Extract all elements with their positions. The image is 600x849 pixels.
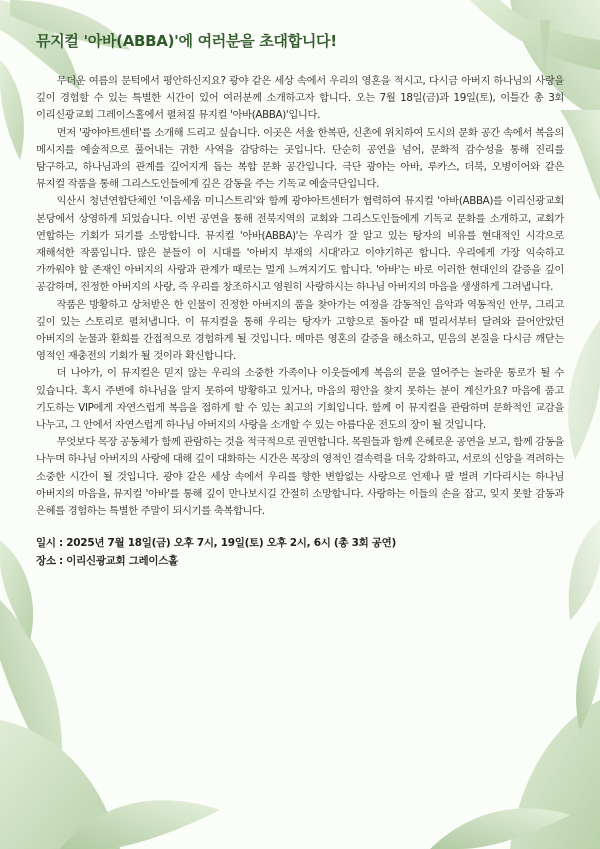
event-venue: 장소 : 이리신광교회 그레이스홀 [36, 555, 178, 568]
paragraph-5: 더 나아가, 이 뮤지컬은 믿지 않는 우리의 소중한 가족이나 이웃들에게 복음의 문을 열어주는 놀라운 통로가 될 수 있습니다. 혹시 주변에 하나님을 알지 못하여 방황하고 있거나, 마음의 평안을 찾지 못하는 분이 계신가요? 마음에 품고 기도하는 VIP에게 자연스럽게 복음을 접하게 할 수 있는 최고의 기회입니다. 함께 이 뮤지컬을 관람하며 문화적인 교감을 나누고, 그 안에서 자연스럽게 하나님 아버지의 사랑을 소개할 수 있는 아름다운 전도의 장이 될 것입니다. [36, 367, 564, 432]
paragraph-2: 먼저 '광야아트센터'를 소개해 드리고 싶습니다. 이곳은 서울 한복판, 신촌에 위치하여 도시의 문화 공간 속에서 복음의 메시지를 예술적으로 풀어내는 귀한 사역을 감당하는 곳입니다. 단순히 공연을 넘어, 문화적 감수성을 통해 진리를 탐구하고, 하나님과의 관계를 깊어지게 돕는 복합 문화 공간입니다. 극단 광야는 아바, 루카스, 더북, 오병이어와 같은 뮤지컬 작품을 통해 그리스도인들에게 깊은 감동을 주는 기독교 예술극단입니다. [36, 126, 564, 191]
paragraph-3: 익산시 청년연합단체인 '이음세움 미니스트리'와 함께 광야아트센터가 협력하여 뮤지컬 '아바(ABBA)를 이리신광교회 본당에서 상영하게 되었습니다. 이번 공연을 통해 전북지역의 교회와 그리스도인들에게 기독교 문화를 소개하고, 교회가 연합하는 기회가 되기를 소망합니다. 뮤지컬 '아바(ABBA)'는 우리가 잘 알고 있는 탕자의 비유를 현대적인 시각으로 재해석한 작품입니다. 많은 분들이 이 시대를 '아버지 부재의 시대'라고 이야기하곤 합니다. 우리에게 가장 익숙하고 가까워야 할 존재인 아버지의 사랑과 관계가 때로는 멀게 느껴지기도 합니다. '아바'는 바로 이러한 현대인의 갈증을 깊이 공감하며, 진정한 아버지의 사랑, 즉 우리를 창조하시고 영원히 사랑하시는 하나님 아버지의 마음을 생생하게 그려냅니다. [36, 195, 564, 294]
letter-content [36, 30, 564, 570]
leaf-cluster-right [568, 320, 600, 620]
paragraph-4: 작품은 방황하고 상처받은 한 인물이 진정한 아버지의 품을 찾아가는 여정을 감동적인 음악과 역동적인 안무, 그리고 깊이 있는 스토리로 펼쳐냅니다. 이 뮤지컬을 통해 우리는 탕자가 고향으로 돌아갈 때 멀리서부터 달려와 끌어안았던 아버지의 눈물과 환희를 간접적으로 경험하게 될 것입니다. 메마른 영혼의 갈증을 해소하고, 믿음의 본질을 다시금 깨닫는 영적인 재충전의 기회가 될 것이라 확신합니다. [36, 298, 564, 363]
event-schedule: 일시 : 2025년 7월 18일(금) 오후 7시, 19일(토) 오후 2시, 6시 (총 3회 공연) [36, 537, 396, 550]
page-title: 뮤지컬 '아바(ABBA)'에 여러분을 초대합니다! [36, 32, 337, 50]
paragraph-6: 무엇보다 목장 공동체가 함께 관람하는 것을 적극적으로 권면합니다. 목원들과 함께 은혜로운 공연을 보고, 함께 감동을 나누며 하나님 아버지의 사랑에 대해 깊이 대화하는 시간은 목장의 영적인 결속력을 더욱 강화하고, 서로의 신앙을 격려하는 소중한 시간이 될 것입니다. 광야 같은 세상 속에서 우리를 향한 변함없는 사랑으로 언제나 팔 벌려 기다리시는 하나님 아버지의 마음을, 뮤지컬 '아바'를 통해 깊이 만나보시길 간절히 소망합니다. 사랑하는 이들의 손을 잡고, 잊지 못할 감동과 은혜를 경험하는 특별한 주말이 되시기를 축복합니다. [36, 436, 565, 518]
leaf-cluster-bottom-right [430, 620, 600, 849]
paragraph-1: 무더운 여름의 문턱에서 평안하신지요? 광야 같은 세상 속에서 우리의 영혼을 적시고, 다시금 아버지 하나님의 사랑을 깊이 경험할 수 있는 특별한 시간이 있어 여러분께 소개하고자 합니다. 오는 7월 18일(금)과 19일(토), 이틀간 총 3회 이리신광교회 그레이스홀에서 펼쳐질 뮤지컬 '아바(ABBA)'입니다. [36, 75, 564, 122]
event-info [36, 534, 564, 570]
leaf-cluster-bottom-left [0, 540, 220, 849]
